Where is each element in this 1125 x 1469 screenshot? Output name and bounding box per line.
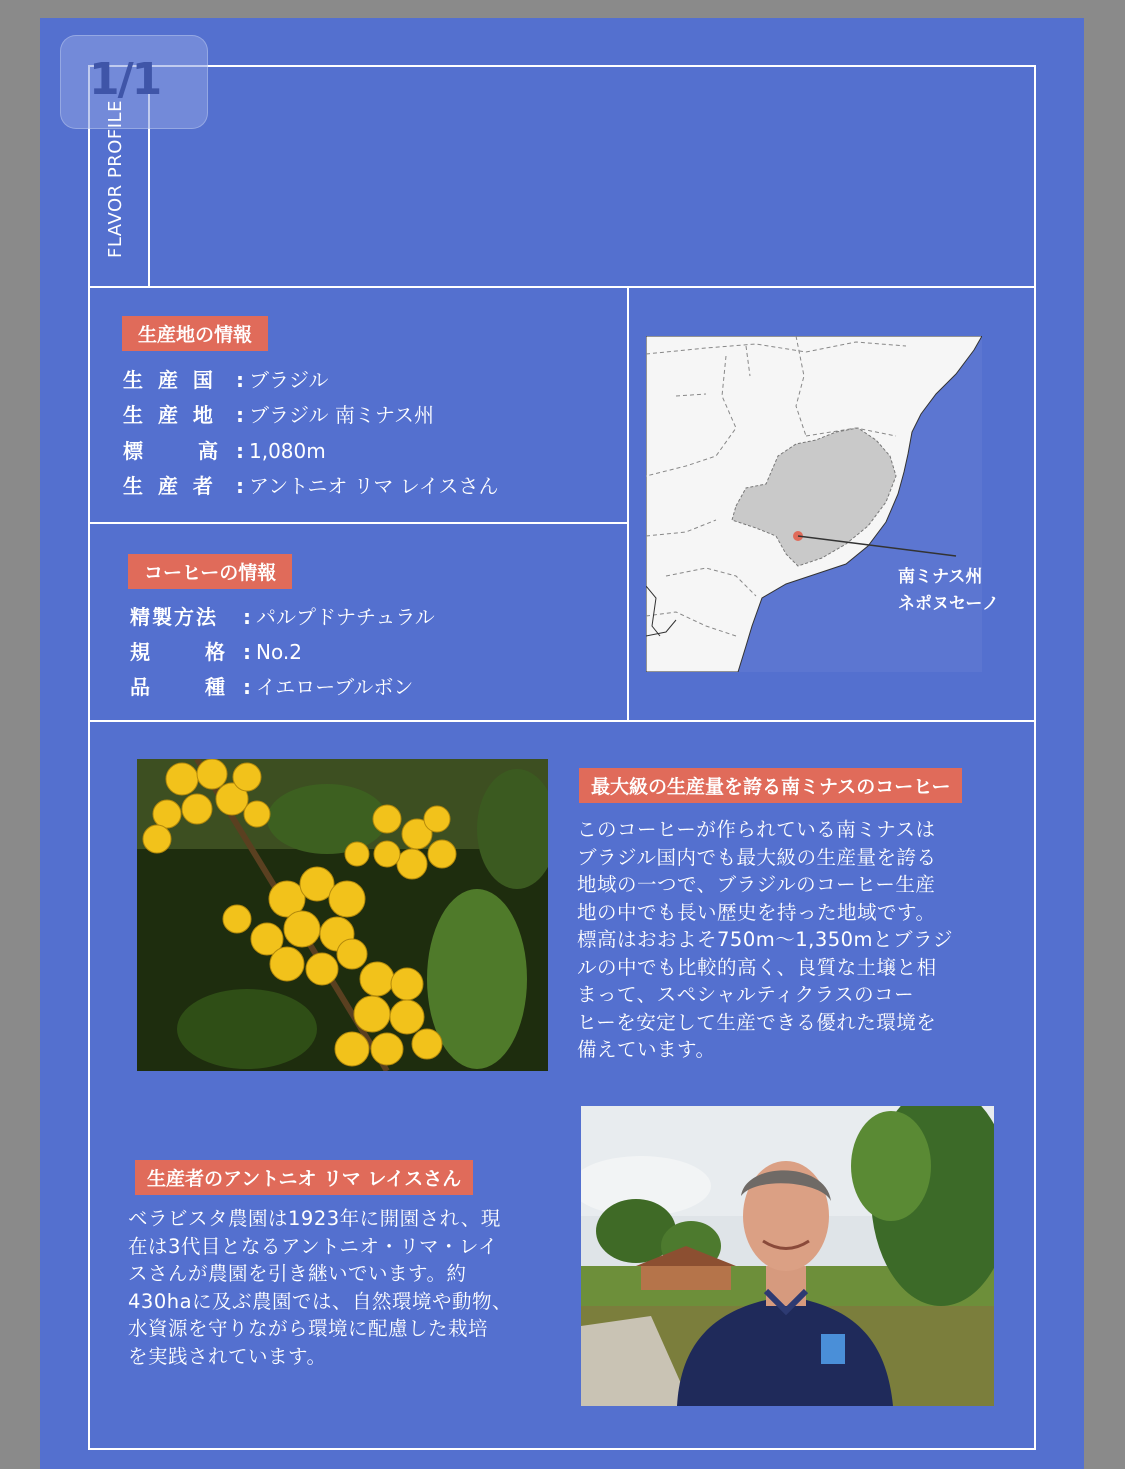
text-line: スさんが農園を引き継いでいます。約 (128, 1262, 467, 1285)
row-value: 1,080m (249, 439, 326, 463)
row-value: イエローブルボン (256, 675, 414, 699)
info-middle-divider (88, 522, 628, 524)
section-label-vertical: FLAVOR PROFILE (105, 100, 126, 258)
row-value: パルプドナチュラル (256, 605, 435, 629)
row-label: 標 高 (123, 439, 222, 463)
origin-info-title: 生産地の情報 (122, 316, 268, 351)
row-value: ブラジル 南ミナス州 (249, 403, 435, 427)
info-bottom-divider (88, 720, 1036, 722)
text-line: 標高はおおよそ750m〜1,350mとブラジ (577, 928, 954, 951)
row-label: 精製方法 (130, 605, 218, 629)
map-location-label (898, 564, 999, 618)
row-label: 品 種 (130, 675, 225, 699)
text-line: ヒーを安定して生産できる優れた環境を (577, 1010, 937, 1034)
text-line: 430haに及ぶ農園では、自然環境や動物、 (128, 1289, 513, 1313)
region-section-body (577, 816, 997, 1064)
producer-section-title: 生産者のアントニオ リマ レイスさん (135, 1160, 473, 1195)
row-colon: : (243, 675, 251, 699)
page-indicator: 1/1 (89, 54, 161, 105)
origin-row-altitude (123, 435, 326, 464)
producer-portrait-illustration (581, 1106, 994, 1406)
map-label-town: ネポヌセーノ (898, 594, 999, 614)
text-line: 地の中でも長い歴史を持った地域です。 (577, 900, 936, 924)
row-label: 生 産 国 (123, 368, 217, 392)
row-colon: : (243, 640, 251, 664)
row-value: No.2 (256, 640, 302, 664)
coffee-cherries-illustration (137, 759, 548, 1071)
text-line: ブラジル国内でも最大級の生産量を誇る (577, 845, 937, 869)
page-indicator-badge[interactable] (60, 35, 208, 129)
text-line: このコーヒーが作られている南ミナスは (577, 818, 936, 841)
text-line: 水資源を守りながら環境に配慮した栽培 (128, 1317, 489, 1340)
brazil-map-graphic (646, 336, 982, 672)
row-label: 規 格 (130, 640, 225, 664)
region-section-title: 最大級の生産量を誇る南ミナスのコーヒー (579, 768, 962, 803)
row-label: 生 産 地 (123, 403, 217, 427)
map-label-prefecture: 南ミナス州 (898, 567, 983, 587)
text-line: 地域の一つで、ブラジルのコーヒー生産 (577, 873, 936, 896)
text-line: 在は3代目となるアントニオ・リマ・レイ (128, 1234, 498, 1258)
row-value: ブラジル (249, 368, 329, 392)
row-colon: : (236, 474, 244, 498)
row-label: 生 産 者 (123, 474, 217, 498)
row-colon: : (236, 439, 244, 463)
coffee-info-title: コーヒーの情報 (128, 554, 292, 589)
text-line: 備えています。 (577, 1038, 716, 1061)
coffee-row-grade (130, 636, 302, 665)
text-line: を実践されています。 (128, 1344, 327, 1368)
origin-row-region (123, 399, 434, 428)
origin-row-producer (123, 470, 499, 499)
text-line: ルの中でも比較的高く、良質な土壌と相 (577, 955, 937, 979)
producer-photo (581, 1106, 994, 1406)
region-map (646, 336, 982, 672)
text-line: まって、スペシャルティクラスのコー (577, 983, 915, 1006)
coffee-row-variety (130, 671, 413, 700)
row-colon: : (236, 403, 244, 427)
text-line: ベラビスタ農園は1923年に開園され、現 (128, 1207, 501, 1230)
row-colon: : (243, 605, 251, 629)
producer-section-body (128, 1205, 558, 1370)
coffee-row-process (130, 601, 435, 630)
origin-row-country (123, 364, 329, 393)
info-map-divider (627, 286, 629, 722)
coffee-cherries-photo (137, 759, 548, 1071)
info-top-divider (88, 286, 1036, 288)
row-value: アントニオ リマ レイスさん (249, 474, 499, 498)
row-colon: : (236, 368, 244, 392)
